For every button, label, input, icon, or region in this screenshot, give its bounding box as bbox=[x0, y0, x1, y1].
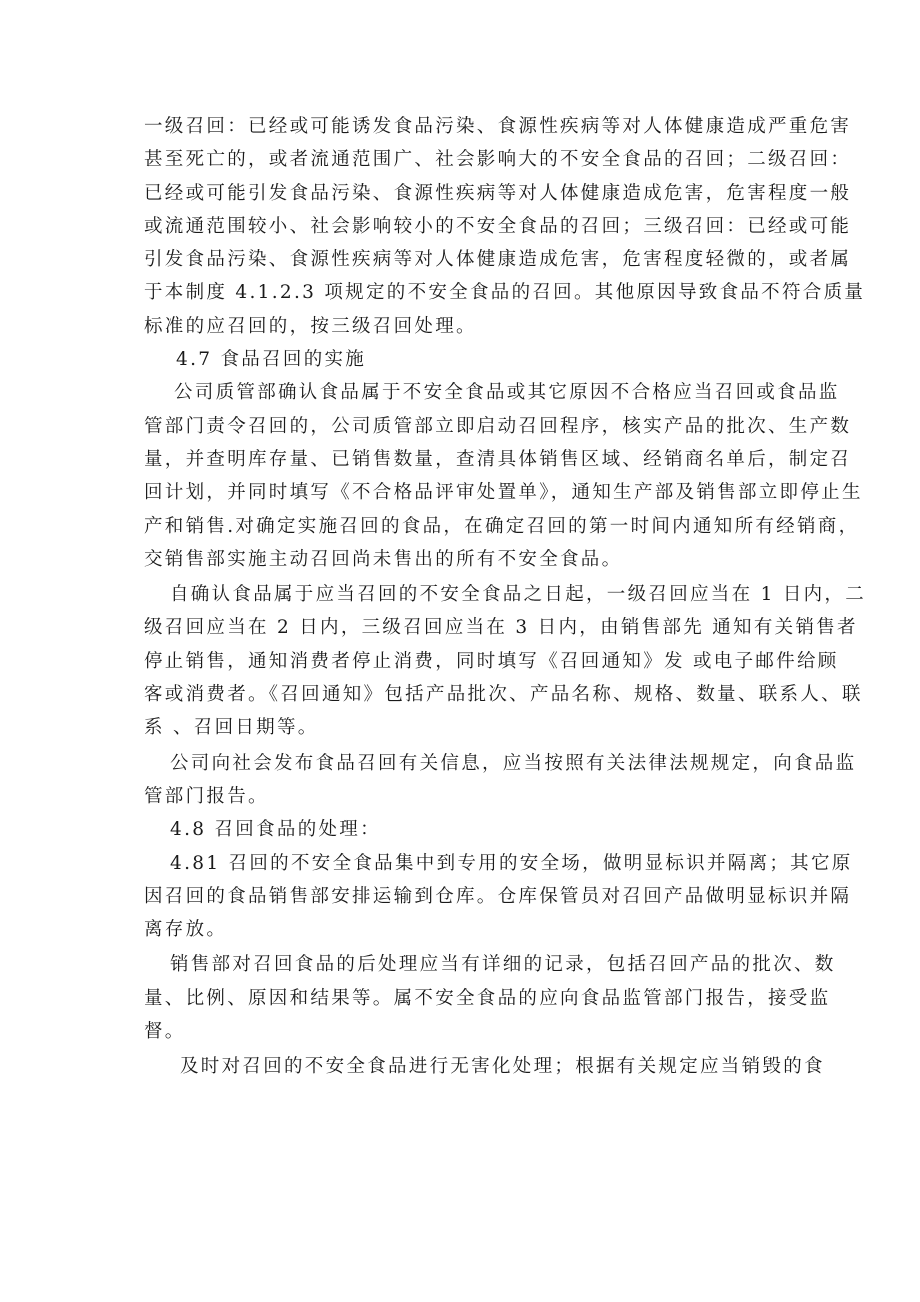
text-line: 产和销售.对确定实施召回的食品，在确定召回的第一时间内通知所有经销商， bbox=[144, 515, 860, 537]
text-line: 4.81 召回的不安全食品集中到专用的安全场，做明显标识并隔离；其它原 bbox=[170, 852, 853, 874]
paragraph-recall-levels bbox=[144, 110, 866, 343]
text-line: 一级召回：已经或可能诱发食品污染、食源性疾病等对人体健康造成严重危害 bbox=[144, 116, 852, 137]
document-body bbox=[144, 110, 867, 1084]
text-line: 因召回的食品销售部安排运输到仓库。仓库保管员对召回产品做明显标识并隔 bbox=[144, 885, 852, 907]
text-line: 及时对召回的不安全食品进行无害化处理；根据有关规定应当销毁的食 bbox=[180, 1056, 825, 1078]
text-line: 于本制度 4.1.2.3 项规定的不安全食品的召回。其他原因导致食品不符合质量 bbox=[144, 282, 866, 304]
heading-4-8 bbox=[144, 813, 784, 846]
text-line: 销售部对召回食品的后处理应当有详细的记录，包括召回产品的批次、数 bbox=[170, 954, 836, 976]
paragraph-records bbox=[144, 948, 836, 1048]
text-line: 公司质管部确认食品属于不安全食品或其它原因不合格应当召回或食品监 bbox=[174, 382, 840, 404]
text-line: 停止销售，通知消费者停止消费，同时填写《召回通知》发 或电子邮件给顾 bbox=[144, 650, 839, 672]
text-line: 回计划，并同时填写《不合格品评审处置单》，通知生产部及销售部立即停止生 bbox=[144, 482, 863, 504]
text-line: 自确认食品属于应当召回的不安全食品之日起，一级召回应当在 1 日内，二 bbox=[170, 584, 867, 606]
text-line: 客或消费者。《召回通知》包括产品批次、产品名称、规格、数量、联系人、联 bbox=[144, 684, 863, 706]
text-line: 管部门责令召回的，公司质管部立即启动召回程序，核实产品的批次、生产数 bbox=[144, 415, 852, 437]
text-line: 或流通范围较小、社会影响较小的不安全食品的召回；三级召回：已经或可能 bbox=[144, 215, 852, 237]
paragraph-recall-deadlines bbox=[144, 578, 867, 744]
text-line: 管部门报告。 bbox=[144, 785, 269, 807]
paragraph-disposal bbox=[144, 1050, 825, 1083]
section-heading: 4.7 食品召回的实施 bbox=[176, 349, 367, 371]
text-line: 系 、召回日期等。 bbox=[144, 717, 319, 739]
text-line: 督。 bbox=[144, 1021, 186, 1043]
text-line: 量、比例、原因和结果等。属不安全食品的应向食品监管部门报告，接受监 bbox=[144, 987, 831, 1009]
text-line: 量，并查明库存量、已销售数量，查清具体销售区域、经销商名单后，制定召 bbox=[144, 448, 852, 470]
heading-4-7 bbox=[144, 343, 784, 376]
text-line: 甚至死亡的，或者流通范围广、社会影响大的不安全食品的召回；二级召回： bbox=[144, 149, 852, 171]
text-line: 引发食品污染、食源性疾病等对人体健康造成危害，危害程度轻微的，或者属 bbox=[144, 249, 852, 271]
text-line: 离存放。 bbox=[144, 919, 228, 941]
text-line: 交销售部实施主动召回尚未售出的所有不安全食品。 bbox=[144, 548, 623, 570]
text-line: 公司向社会发布食品召回有关信息，应当按照有关法律法规规定，向食品监 bbox=[170, 752, 857, 774]
text-line: 标准的应召回的，按三级召回处理。 bbox=[144, 315, 477, 337]
text-line: 已经或可能引发食品污染、食源性疾病等对人体健康造成危害，危害程度一般 bbox=[144, 182, 852, 204]
text-line: 级召回应当在 2 日内，三级召回应当在 3 日内，由销售部先 通知有关销售者 bbox=[144, 617, 858, 639]
section-heading: 4.8 召回食品的处理： bbox=[170, 819, 381, 841]
paragraph-recall-implementation bbox=[144, 376, 863, 576]
paragraph-public-release bbox=[144, 747, 857, 814]
paragraph-4-81 bbox=[144, 847, 853, 947]
